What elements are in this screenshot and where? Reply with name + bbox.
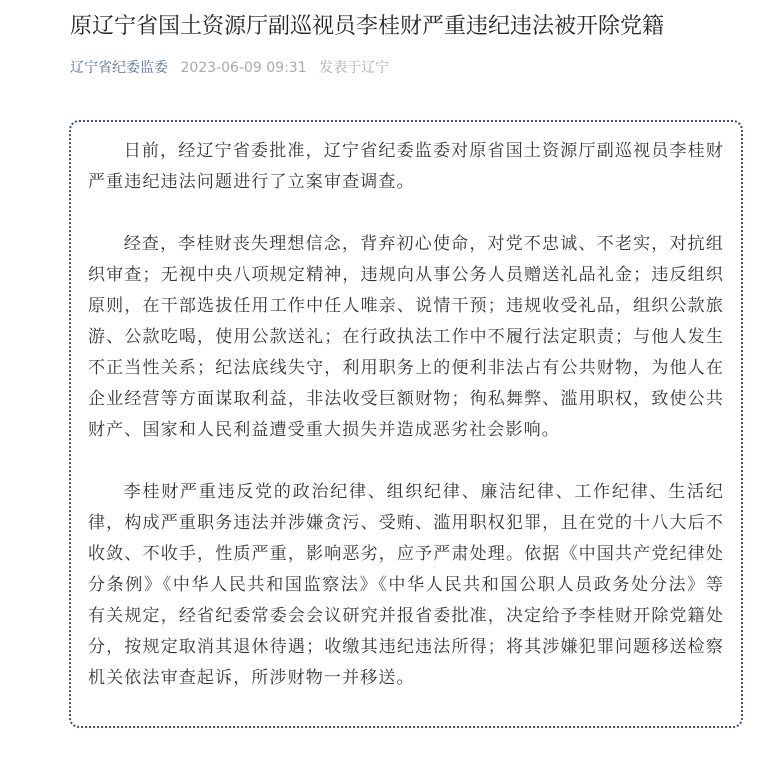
article-paragraph-1: 日前，经辽宁省委批准，辽宁省纪委监委对原省国土资源厅副巡视员李桂财严重违纪违法问题进行了立案审查调查。 xyxy=(88,141,724,192)
publish-location: 发表于辽宁 xyxy=(319,60,390,76)
article-body-card xyxy=(69,120,743,728)
article-paragraph-3: 李桂财严重违反党的政治纪律、组织纪律、廉洁纪律、工作纪律、生活纪律，构成严重职务违法并涉嫌贪污、受贿、滥用职权犯罪，且在党的十八大后不收敛、不收手，性质严重，影响恶劣，应予严肃处理。依据《中国共产党纪律处分条例》《中华人民共和国监察法》《中华人民共和国公职人员政务处分法》等有关规定，经省纪委常委会会议研究并报省委批准，决定给予李桂财开除党籍处分，按规定取消其退休待遇；收缴其违纪违法所得；将其涉嫌犯罪问题移送检察机关依法审查起诉，所涉财物一并移送。 xyxy=(88,482,724,688)
article-title: 原辽宁省国土资源厅副巡视员李桂财严重违纪违法被开除党籍 xyxy=(70,14,665,39)
publish-time: 2023-06-09 09:31 xyxy=(180,60,307,76)
article-meta xyxy=(70,58,389,78)
account-name-link[interactable]: 辽宁省纪委监委 xyxy=(70,60,168,76)
article-paragraph-2: 经查，李桂财丧失理想信念，背弃初心使命，对党不忠诚、不老实，对抗组织审查；无视中央八项规定精神，违规向从事公务人员赠送礼品礼金；违反组织原则，在干部选拔任用工作中任人唯亲、说情干预；违规收受礼品，组织公款旅游、公款吃喝，使用公款送礼；在行政执法工作中不履行法定职责；与他人发生不正当性关系；纪法底线失守，利用职务上的便利非法占有公共财物，为他人在企业经营等方面谋取利益，非法收受巨额财物；徇私舞弊、滥用职权，致使公共财产、国家和人民利益遭受重大损失并造成恶劣社会影响。 xyxy=(88,234,724,440)
